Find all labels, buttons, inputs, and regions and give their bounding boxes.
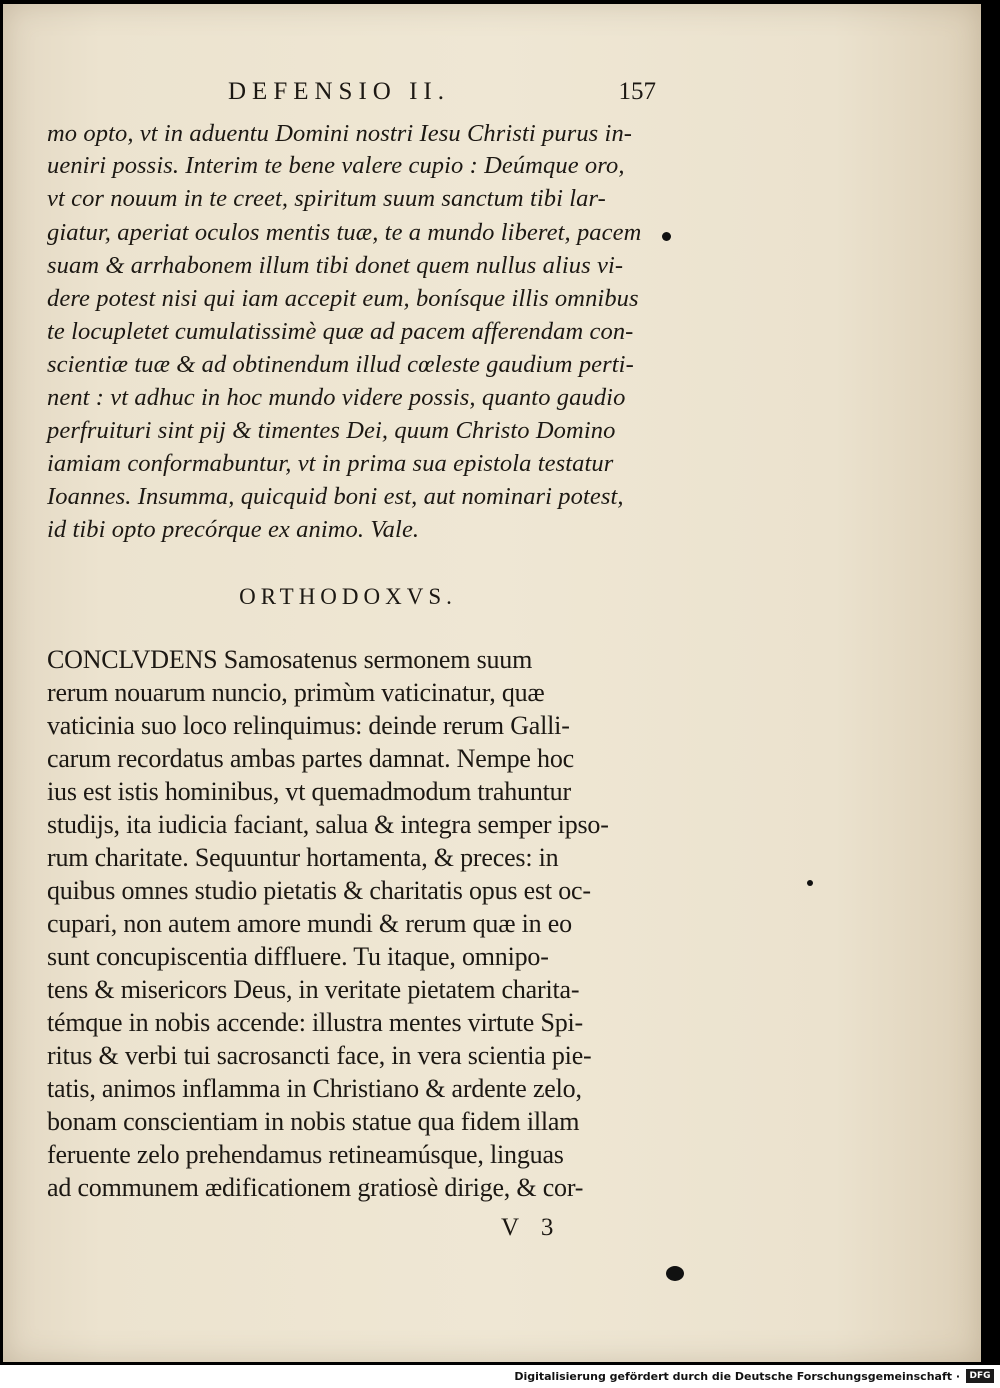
text-line: quibus omnes studio pietatis & charitatis opus est oc-	[47, 876, 591, 905]
text-line: témque in nobis accende: illustra mentes virtute Spi-	[47, 1008, 583, 1037]
ink-speck	[662, 232, 671, 241]
text-line: vt cor nouum in te creet, spiritum suum sanctum tibi lar-	[47, 185, 606, 212]
text-line: te locupletet cumulatissimè quæ ad pacem afferendam con-	[47, 318, 634, 345]
footer-bar	[0, 1365, 1000, 1388]
text-line: giatur, aperiat oculos mentis tuæ, te a mundo liberet, pacem	[47, 219, 642, 246]
page-number: 157	[618, 78, 656, 105]
funding-credit: Digitalisierung gefördert durch die Deutsche Forschungsgemeinschaft ·	[514, 1370, 960, 1383]
ink-speck	[807, 880, 813, 886]
text-line: carum recordatus ambas partes damnat. Nempe hoc	[47, 744, 574, 773]
text-line: suam & arrhabonem illum tibi donet quem nullus alius vi-	[47, 252, 624, 279]
text-line: ueniri possis. Interim te bene valere cupio : Deúmque oro,	[47, 152, 625, 179]
book-page	[3, 4, 981, 1362]
text-line: id tibi opto precórque ex animo. Vale.	[47, 516, 420, 543]
text-line: ad communem ædificationem gratiosè dirige, & cor-	[47, 1173, 584, 1202]
text-line: ritus & verbi tui sacrosancti face, in vera scientia pie-	[47, 1041, 592, 1070]
text-line: studijs, ita iudicia faciant, salua & integra semper ipso-	[47, 810, 609, 839]
ink-speck	[666, 1266, 684, 1281]
text-line: sunt concupiscentia diffluere. Tu itaque, omnipo-	[47, 942, 549, 971]
text-line: iamiam conformabuntur, vt in prima sua epistola testatur	[47, 450, 614, 477]
text-line: cupari, non autem amore mundi & rerum quæ in eo	[47, 909, 572, 938]
text-line: vaticinia suo loco relinquimus: deinde rerum Galli-	[47, 711, 570, 740]
text-line: CONCLVDENS Samosatenus sermonem suum	[47, 645, 533, 674]
text-line: ius est istis hominibus, vt quemadmodum trahuntur	[47, 777, 571, 806]
text-line: bonam conscientiam in nobis statue qua fidem illam	[47, 1107, 580, 1136]
dfg-logo-icon: DFG	[966, 1369, 994, 1383]
text-line: Ioannes. Insumma, quicquid boni est, aut nominari potest,	[47, 483, 624, 510]
text-line: perfruituri sint pij & timentes Dei, quum Christo Domino	[47, 417, 616, 444]
text-line: dere potest nisi qui iam accepit eum, bonísque illis omnibus	[47, 285, 639, 312]
running-title: DEFENSIO II.	[228, 78, 450, 105]
text-line: nent : vt adhuc in hoc mundo videre possis, quanto gaudio	[47, 384, 626, 411]
text-line: rerum nouarum nuncio, primùm vaticinatur, quæ	[47, 678, 545, 707]
page-header	[228, 74, 658, 114]
text-line: tatis, animos inflamma in Christiano & ardente zelo,	[47, 1074, 582, 1103]
text-line: mo opto, vt in aduentu Domini nostri Iesu Christi purus in-	[47, 120, 633, 147]
text-line: tens & misericors Deus, in veritate pietatem charita-	[47, 975, 580, 1004]
text-line: scientiæ tuæ & ad obtinendum illud cœleste gaudium perti-	[47, 351, 634, 378]
text-line: feruente zelo prehendamus retineamúsque, linguas	[47, 1140, 564, 1169]
section-heading: ORTHODOXVS.	[239, 584, 457, 609]
signature-mark: V 3	[501, 1214, 562, 1241]
text-line: rum charitate. Sequuntur hortamenta, & preces: in	[47, 843, 559, 872]
